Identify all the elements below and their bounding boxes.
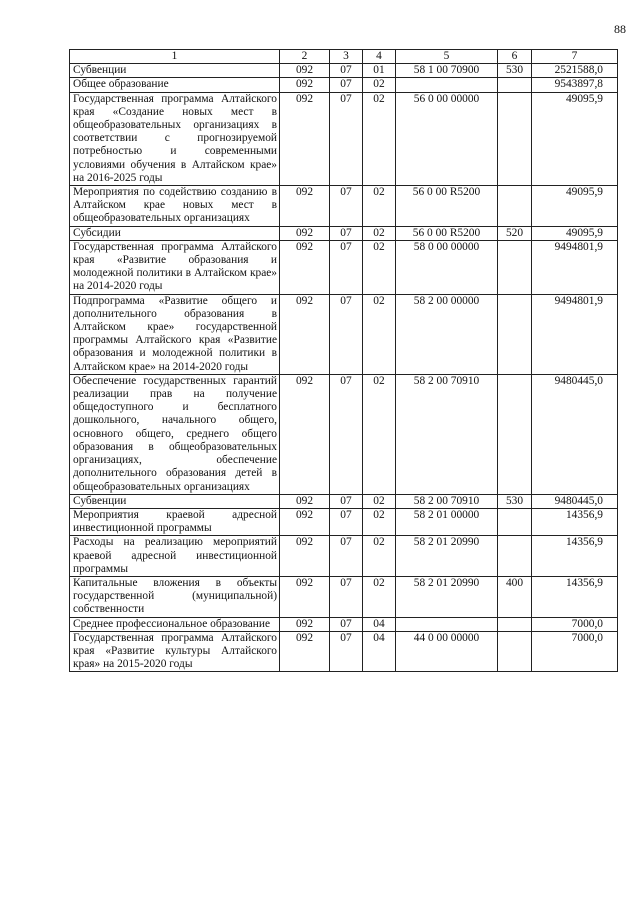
code-expense-type-cell (498, 508, 532, 535)
row-name-cell: Государственная программа Алтайского края «Создание новых мест в общеобразовательных организациях в соответствии с прогнозируемой потребностью и современными условиями обучения в Алтайском крае» на 2016-2025 годы (70, 92, 280, 185)
code-expense-type-cell (498, 631, 532, 672)
code-target-cell: 58 2 00 70910 (396, 374, 498, 494)
header-cell: 6 (498, 50, 532, 64)
code-section-cell: 07 (330, 92, 363, 185)
amount-cell: 49095,9 (532, 186, 618, 227)
code-subsection-cell: 02 (363, 576, 396, 617)
code-subsection-cell: 02 (363, 536, 396, 577)
amount-cell: 9480445,0 (532, 494, 618, 508)
row-name-cell: Расходы на реализацию мероприятий краевой адресной инвестиционной программы (70, 536, 280, 577)
code-subsection-cell: 02 (363, 508, 396, 535)
code-admin-cell: 092 (280, 226, 330, 240)
amount-cell: 7000,0 (532, 617, 618, 631)
code-section-cell: 07 (330, 240, 363, 294)
amount-cell: 14356,9 (532, 508, 618, 535)
code-admin-cell: 092 (280, 92, 330, 185)
header-cell: 1 (70, 50, 280, 64)
row-name-cell: Среднее профессиональное образование (70, 617, 280, 631)
code-target-cell: 58 2 01 00000 (396, 508, 498, 535)
table-row (70, 78, 618, 92)
table-row (70, 294, 618, 374)
code-expense-type-cell: 400 (498, 576, 532, 617)
code-section-cell: 07 (330, 64, 363, 78)
code-section-cell: 07 (330, 617, 363, 631)
code-admin-cell: 092 (280, 576, 330, 617)
code-expense-type-cell (498, 536, 532, 577)
amount-cell: 7000,0 (532, 631, 618, 672)
row-name-cell: Субвенции (70, 494, 280, 508)
code-section-cell: 07 (330, 576, 363, 617)
table-row (70, 374, 618, 494)
table-row (70, 240, 618, 294)
code-admin-cell: 092 (280, 186, 330, 227)
row-name-cell: Мероприятия по содействию созданию в Алтайском крае новых мест в общеобразовательных организациях (70, 186, 280, 227)
code-target-cell: 58 2 01 20990 (396, 576, 498, 617)
code-section-cell: 07 (330, 226, 363, 240)
amount-cell: 14356,9 (532, 536, 618, 577)
code-admin-cell: 092 (280, 64, 330, 78)
row-name-cell: Государственная программа Алтайского края «Развитие культуры Алтайского края» на 2015-2020 годы (70, 631, 280, 672)
row-name-cell: Субвенции (70, 64, 280, 78)
code-expense-type-cell (498, 617, 532, 631)
amount-cell: 9494801,9 (532, 294, 618, 374)
code-target-cell (396, 617, 498, 631)
table-row (70, 92, 618, 185)
row-name-cell: Капитальные вложения в объекты государственной (муниципальной) собственности (70, 576, 280, 617)
code-section-cell: 07 (330, 494, 363, 508)
code-admin-cell: 092 (280, 508, 330, 535)
header-row (70, 50, 618, 64)
row-name-cell: Общее образование (70, 78, 280, 92)
row-name-cell: Государственная программа Алтайского края «Развитие образования и молодежной политики в Алтайском крае» на 2014-2020 годы (70, 240, 280, 294)
code-expense-type-cell: 530 (498, 494, 532, 508)
code-subsection-cell: 02 (363, 226, 396, 240)
code-target-cell: 58 1 00 70900 (396, 64, 498, 78)
header-cell: 3 (330, 50, 363, 64)
amount-cell: 9494801,9 (532, 240, 618, 294)
header-cell: 5 (396, 50, 498, 64)
table-row (70, 631, 618, 672)
code-subsection-cell: 02 (363, 374, 396, 494)
code-subsection-cell: 02 (363, 494, 396, 508)
code-target-cell: 56 0 00 R5200 (396, 186, 498, 227)
table-row (70, 576, 618, 617)
code-subsection-cell: 02 (363, 186, 396, 227)
code-admin-cell: 092 (280, 631, 330, 672)
table-row (70, 617, 618, 631)
code-expense-type-cell (498, 294, 532, 374)
row-name-cell: Субсидии (70, 226, 280, 240)
code-section-cell: 07 (330, 374, 363, 494)
amount-cell: 2521588,0 (532, 64, 618, 78)
code-expense-type-cell (498, 92, 532, 185)
row-name-cell: Мероприятия краевой адресной инвестиционной программы (70, 508, 280, 535)
code-section-cell: 07 (330, 294, 363, 374)
header-cell: 7 (532, 50, 618, 64)
amount-cell: 49095,9 (532, 226, 618, 240)
code-subsection-cell: 02 (363, 92, 396, 185)
code-admin-cell: 092 (280, 294, 330, 374)
code-target-cell: 44 0 00 00000 (396, 631, 498, 672)
code-section-cell: 07 (330, 508, 363, 535)
budget-table (69, 49, 618, 672)
table-row (70, 536, 618, 577)
code-section-cell: 07 (330, 78, 363, 92)
code-target-cell: 56 0 00 R5200 (396, 226, 498, 240)
code-admin-cell: 092 (280, 78, 330, 92)
code-expense-type-cell (498, 240, 532, 294)
code-section-cell: 07 (330, 186, 363, 227)
code-subsection-cell: 02 (363, 240, 396, 294)
table-row (70, 186, 618, 227)
code-admin-cell: 092 (280, 240, 330, 294)
code-expense-type-cell: 520 (498, 226, 532, 240)
row-name-cell: Подпрограмма «Развитие общего и дополнительного образования в Алтайском крае» государственной программы Алтайского края «Развитие образования и молодежной политики в Алтайском крае» на 2014-2020 годы (70, 294, 280, 374)
code-target-cell: 58 2 01 20990 (396, 536, 498, 577)
code-target-cell: 58 2 00 00000 (396, 294, 498, 374)
row-name-cell: Обеспечение государственных гарантий реализации прав на получение общедоступного и бесплатного дошкольного, начального общего, основного общего, среднего общего образования в общеобразовательных организациях, обеспечение дополнительного образования детей в общеобразовательных организациях (70, 374, 280, 494)
code-expense-type-cell (498, 374, 532, 494)
code-target-cell: 58 2 00 70910 (396, 494, 498, 508)
table-row (70, 64, 618, 78)
code-expense-type-cell: 530 (498, 64, 532, 78)
amount-cell: 9543897,8 (532, 78, 618, 92)
amount-cell: 14356,9 (532, 576, 618, 617)
code-target-cell: 56 0 00 00000 (396, 92, 498, 185)
page-number: 88 (614, 22, 626, 36)
code-section-cell: 07 (330, 631, 363, 672)
header-cell: 4 (363, 50, 396, 64)
code-admin-cell: 092 (280, 374, 330, 494)
code-subsection-cell: 04 (363, 631, 396, 672)
code-target-cell (396, 78, 498, 92)
code-admin-cell: 092 (280, 494, 330, 508)
code-admin-cell: 092 (280, 617, 330, 631)
header-cell: 2 (280, 50, 330, 64)
code-expense-type-cell (498, 78, 532, 92)
code-expense-type-cell (498, 186, 532, 227)
code-subsection-cell: 04 (363, 617, 396, 631)
code-subsection-cell: 02 (363, 294, 396, 374)
code-admin-cell: 092 (280, 536, 330, 577)
table-row (70, 494, 618, 508)
amount-cell: 49095,9 (532, 92, 618, 185)
table-row (70, 508, 618, 535)
amount-cell: 9480445,0 (532, 374, 618, 494)
code-subsection-cell: 01 (363, 64, 396, 78)
table-row (70, 226, 618, 240)
code-subsection-cell: 02 (363, 78, 396, 92)
code-section-cell: 07 (330, 536, 363, 577)
code-target-cell: 58 0 00 00000 (396, 240, 498, 294)
